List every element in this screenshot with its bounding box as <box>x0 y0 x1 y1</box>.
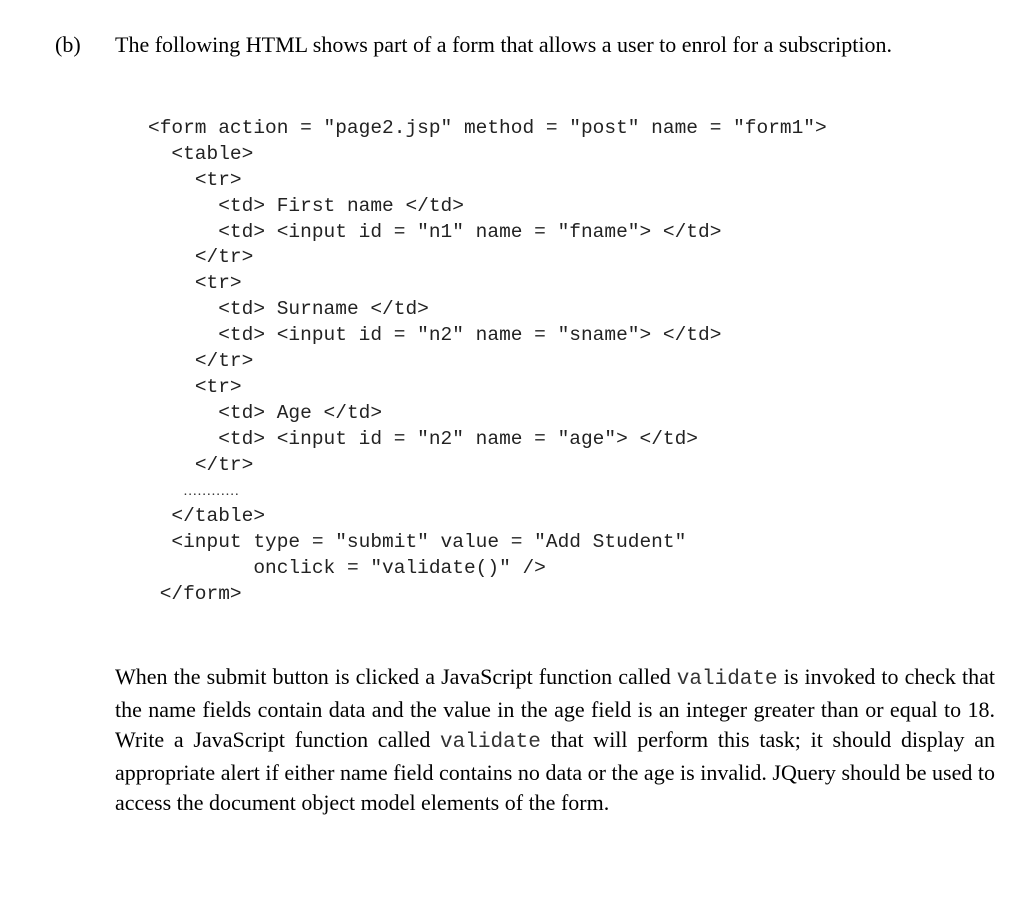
code-line-text: <input type = "submit" value = "Add Student" <box>171 531 687 554</box>
code-line <box>148 556 827 582</box>
code-line <box>148 194 827 220</box>
code-line-text: </tr> <box>194 246 254 269</box>
task-text-1: When the submit button is clicked a JavaScript function called <box>115 664 677 689</box>
code-block <box>148 116 827 608</box>
code-line-text: <td> Surname </td> <box>218 298 429 321</box>
code-line <box>148 297 827 323</box>
task-text-2: is invoked to check that the name fields contain data and the value in the age field is an integer greater than or equal to 18. Write a JavaScript function called <box>115 664 995 752</box>
code-line-text: <tr> <box>194 272 242 295</box>
code-line <box>148 245 827 271</box>
code-line-text: <td> Age </td> <box>218 401 383 424</box>
code-line-text: </tr> <box>194 453 254 476</box>
code-line-text: <td> First name </td> <box>218 194 464 217</box>
code-line <box>148 504 827 530</box>
code-line-text: </form> <box>159 583 242 606</box>
task-paragraph <box>115 662 995 818</box>
code-line <box>148 349 827 375</box>
code-ellipsis <box>148 478 827 504</box>
function-name-validate: validate <box>676 668 778 691</box>
code-line-text: <td> <input id = "n1" name = "fname"> </td> <box>218 220 722 243</box>
code-line-text: <tr> <box>194 168 242 191</box>
code-line-text: onclick = "validate()" /> <box>253 557 546 580</box>
function-name-validate: validate <box>440 731 541 754</box>
code-line-text: <td> <input id = "n2" name = "age"> </td> <box>218 427 698 450</box>
code-line-text: <td> <input id = "n2" name = "sname"> </td> <box>218 324 722 347</box>
code-line <box>148 168 827 194</box>
code-line-text: <form action = "page2.jsp" method = "post" name = "form1"> <box>148 117 827 139</box>
question-intro: The following HTML shows part of a form that allows a user to enrol for a subscription. <box>115 32 892 57</box>
code-line <box>148 220 827 246</box>
code-line-text: <tr> <box>194 375 242 398</box>
code-line <box>148 530 827 556</box>
code-line-text: <table> <box>171 142 254 165</box>
code-line <box>148 271 827 297</box>
code-line <box>148 375 827 401</box>
code-line <box>148 427 827 453</box>
code-line <box>148 453 827 479</box>
code-line <box>148 142 827 168</box>
question-label: (b) <box>55 32 81 57</box>
code-line <box>148 323 827 349</box>
code-line <box>148 401 827 427</box>
code-line-text: </table> <box>171 505 266 528</box>
code-line <box>148 582 827 608</box>
code-line-text: ………… <box>183 484 240 500</box>
code-line <box>148 116 827 142</box>
task-text-3: that will perform this task; it should display an appropriate alert if either name field contains no data or the age is invalid. JQuery should be used to access the document object model elements of the form. <box>115 727 995 815</box>
code-line-text: </tr> <box>194 350 254 373</box>
